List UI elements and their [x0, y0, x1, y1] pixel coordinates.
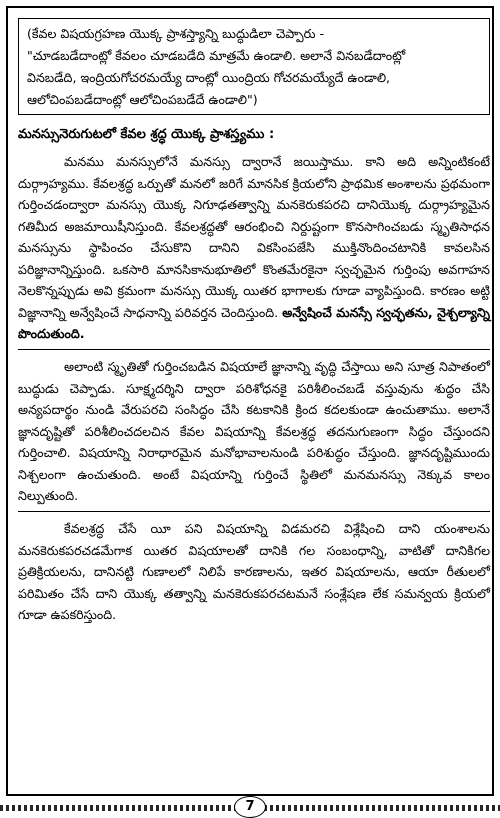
section-heading: మనస్సునెరుగుటలో కేవల శ్రద్ధ యొక్క ప్రాశస్త్యము :: [18, 127, 275, 142]
quote-line: (కేవల విషయగ్రహణ యొక్క ప్రాశస్త్యాన్ని బుద్ధుడిలా చెప్పారు -: [27, 26, 325, 41]
page-number: 7: [234, 796, 266, 818]
paragraph-1-bold: అన్వేషించే మనస్సే స్వచ్ఛతను, నైశ్చల్యాన్ని పొందుతుంది.: [18, 304, 490, 341]
paragraph-3: [18, 518, 490, 626]
quote-line: "చూడబడేదాంట్లో కేవలం చూడబడేది మాత్రమే ఉండాలి. అలానే వినబడేదాంట్లో: [27, 48, 406, 63]
quote-line: వినబడేది, ఇంద్రియగోచరమయ్యే దాంట్లో యింద్రియ గోచరమయ్యేదే ఉండాలి,: [27, 70, 391, 85]
divider: [18, 349, 490, 351]
divider: [18, 511, 490, 513]
quote-box: [18, 18, 490, 115]
paragraph-3-text: కేవలశ్రద్ధ చేసే యీ పని విషయాన్ని విడమరచి విశ్లేషించి దాని యంశాలను మనకెరుకపరచడమేగాక యితర విషయాలతో దానికి గల సంబంధాన్ని, వాటితో దానికిగల ప్రతిక్రియలను, దానినట్టి గుణాలలో నిలిపే కారణాలను, ఇతర విషయాలను, ఆయా రీతులలో పరిమితం చేసే దాని యొక్క తత్వాన్ని మనకెరుకపరచటమనే సంశ్లేషణ లేక సమన్వయ క్రియలో గూడా ఉపకరిస్తుంది.: [18, 521, 490, 622]
paragraph-1-text: మనము మనస్సులోనే మనస్సు ద్వారానే జయిస్తాము. కాని అది అన్నింటికంటే దుర్గ్రాహ్యము. కేవలశ్రద్ధ ఒర్పుతో మనలో జరిగే మానసిక క్రియలోని ప్రాథమిక అంశాలను ప్రథమంగా గుర్తించడంద్వారా మనస్సు యొక్క నిగూఢతత్వాన్ని మనకెరుకపరచి దానియొక్క దుర్గ్రాహ్యమైన గతిమీద అజమాయిషీనిస్తుంది. కేవలశ్రద్ధతో ఆరంభించి నిర్దుష్టంగా కొనసాగించబడు స్మృతిసాధన మనస్సును స్థాపించం చేసుకొని దానిని వికసింపజేసి ముక్తినొందించటానికి కావలసిన పరిజ్ఞానాన్నిస్తుంది. ఒకసారి మానసికానుభూతిలో కొంతమేరకైనా స్వచ్ఛమైన గుర్తింపు అవగాహన నెలకొన్నప్పుడు అవి క్రమంగా మనస్సు యొక్క యితర భాగాలకు గూడా వ్యాపిస్తుంది. కారణం అట్టి విజ్ఞానాన్ని అన్వేషించే సాధనాన్ని పరివర్తన చెందిస్తుంది.: [18, 154, 490, 320]
paragraph-1: [18, 151, 490, 345]
decorative-footer-border: [0, 796, 500, 818]
quote-line: ఆలోచింపబడేదాంట్లో ఆలోచింపబడేదే ఉండాలి"): [27, 92, 258, 107]
paragraph-2: [18, 356, 490, 507]
paragraph-2-text: అలాంటి స్మృతితో గుర్తించబడిన విషయాలే జ్ఞానాన్ని వృద్ధి చేస్తాయి అని సూత్ర నిపాతంలో బుద్ధుడు చెప్పాడు. సూక్ష్మదర్శిని ద్వారా పరిశోధనకై పరిశీలించబడే వస్తువును శుద్ధం చేసి అన్యపదార్థం నుండి వేరుపరచి సంసిద్ధం చేసి కటకానికి క్రింద కదలకుండా ఉంచుతాము. అలానే జ్ఞానదృష్టితో పరిశీలించదలచిన కేవల విషయాన్ని కేవలశ్రద్ధ తదనుగుణంగా సిద్ధం చేస్తుందని గుర్తించాలి. విషయాన్ని నిరాధారమైన మనోభావాలనుండి పరిశుద్ధం చేస్తుంది. జ్ఞానదృష్టిముందు నిశ్చలంగా ఉంచుతుంది. అంటే విషయాన్ని గుర్తించే స్థితిలో మనమనస్సు నెక్కువ కాలం నిల్పుతుంది.: [18, 359, 490, 503]
page-content: [18, 18, 490, 626]
page-frame: [6, 6, 494, 796]
